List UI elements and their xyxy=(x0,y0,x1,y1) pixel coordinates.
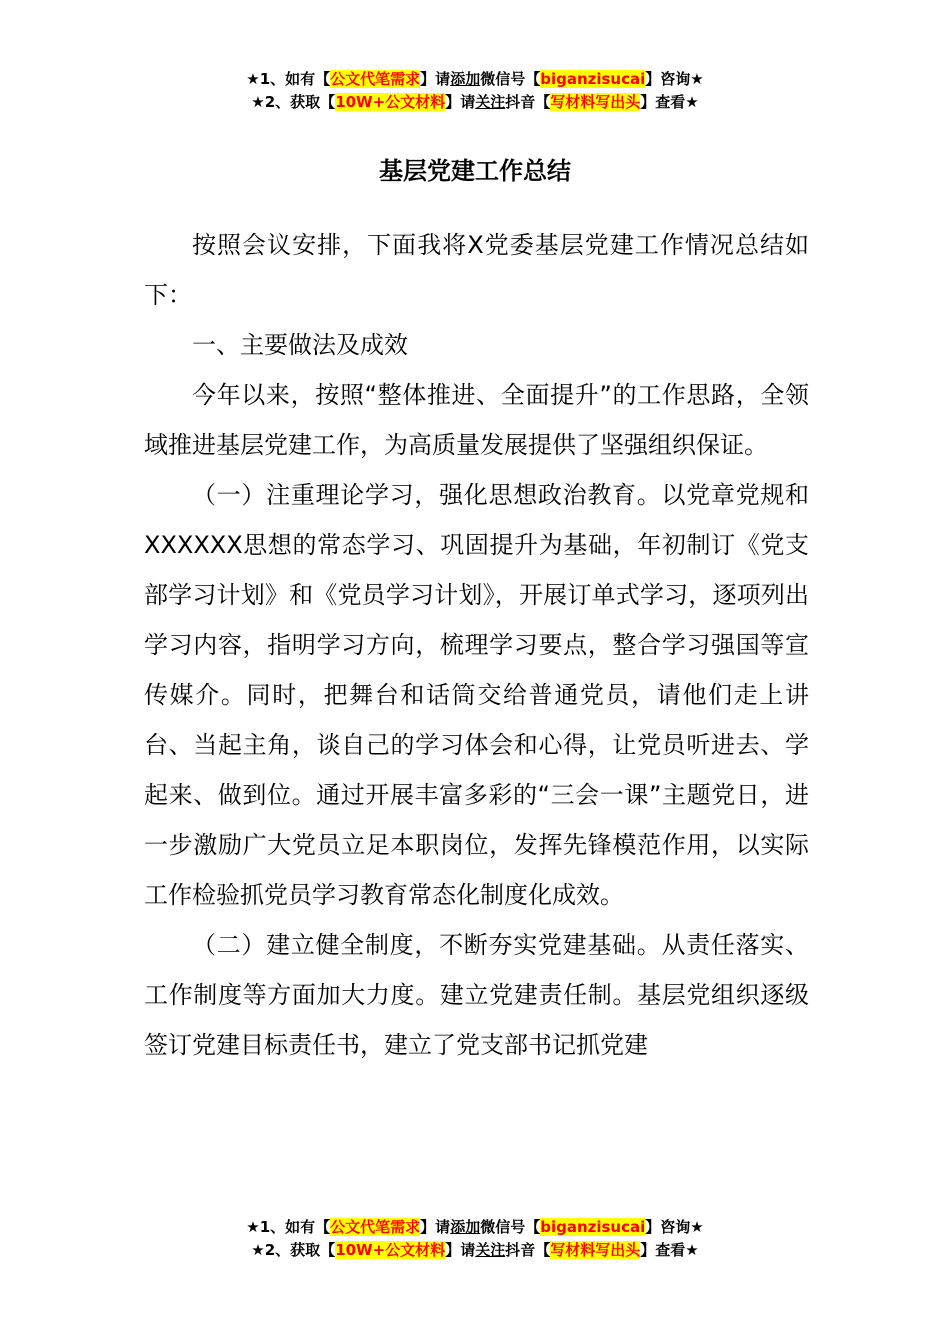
banner-underline: 关注 xyxy=(475,1241,506,1259)
banner-line-2: ★2、获取【10W+公文材料】请关注抖音【写材料写出头】查看★ xyxy=(251,93,699,111)
banner-highlight: 10W+公文材料 xyxy=(335,93,446,111)
header-banner xyxy=(0,68,950,114)
document-body xyxy=(144,220,809,1070)
banner-underline: 添加 xyxy=(450,70,481,88)
paragraph-overview: 今年以来，按照“整体推进、全面提升”的工作思路，全领域推进基层党建工作，为高质量发展提供了坚强组织保证。 xyxy=(144,381,809,459)
banner-line-2: ★2、获取【10W+公文材料】请关注抖音【写材料写出头】查看★ xyxy=(251,1241,699,1259)
banner-line-1: ★1、如有【公文代笔需求】请添加微信号【biganzisucai】咨询★ xyxy=(246,70,704,88)
banner-highlight: 写材料写出头 xyxy=(550,1241,641,1259)
document-title: 基层党建工作总结 xyxy=(379,157,571,185)
banner-highlight: biganzisucai xyxy=(540,1218,646,1236)
footer-banner xyxy=(0,1216,950,1262)
banner-highlight: 公文代笔需求 xyxy=(330,1218,421,1236)
banner-highlight: 10W+公文材料 xyxy=(335,1241,446,1259)
paragraph-system-building: （二）建立健全制度，不断夯实党建基础。从责任落实、工作制度等方面加大力度。建立党建责任制。基层党组织逐级签订党建目标责任书，建立了党支部书记抓党建 xyxy=(144,931,809,1059)
paragraph-intro: 按照会议安排，下面我将X党委基层党建工作情况总结如下： xyxy=(144,231,809,309)
banner-highlight: biganzisucai xyxy=(540,70,646,88)
section-heading: 一、主要做法及成效 xyxy=(192,331,408,359)
banner-underline: 添加 xyxy=(450,1218,481,1236)
banner-highlight: 公文代笔需求 xyxy=(330,70,421,88)
banner-line-1: ★1、如有【公文代笔需求】请添加微信号【biganzisucai】咨询★ xyxy=(246,1218,704,1236)
banner-highlight: 写材料写出头 xyxy=(550,93,641,111)
paragraph-theory-study: （一）注重理论学习，强化思想政治教育。以党章党规和XXXXXX思想的常态学习、巩固提升为基础，年初制订《党支部学习计划》和《党员学习计划》，开展订单式学习，逐项列出学习内容，指明学习方向，梳理学习要点，整合学习强国等宣传媒介。同时，把舞台和话筒交给普通党员，请他们走上讲台、当起主角，谈自己的学习体会和心得，让党员听进去、学起来、做到位。通过开展丰富多彩的“三会一课”主题党日，进一步激励广大党员立足本职岗位，发挥先锋模范作用，以实际工作检验抓党员学习教育常态化制度化成效。 xyxy=(144,481,809,909)
banner-underline: 关注 xyxy=(475,93,506,111)
